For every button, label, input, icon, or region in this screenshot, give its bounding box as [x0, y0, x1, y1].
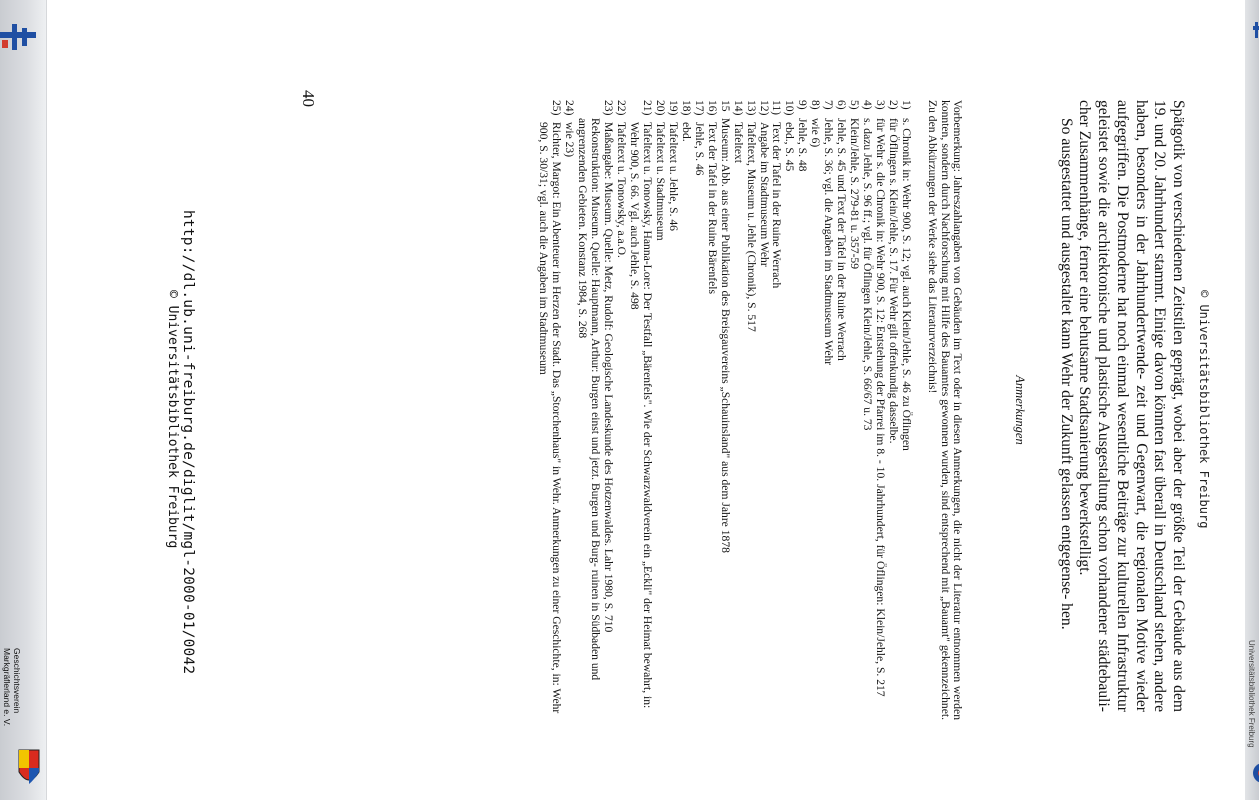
footnote-text: Jehle, S. 45 und Text der Tafel in der Ruine Werrach	[835, 118, 849, 361]
footnote-text: wie 6)	[809, 118, 823, 148]
footnote-number: 2)	[887, 100, 901, 110]
footnote-text: s. dazu Jehle, S. 96 ff.; vgl. für Öflingen Klein/Jehle, S. 66/67 u. 73	[861, 118, 875, 431]
footnote-text: Tafeltext, Museum u. Jehle (Chronik), S. 517	[744, 122, 758, 332]
preliminary-note: Vorbemerkung: Jahreszahlangaben von Gebäuden im Text oder in diesen Anmerkungen, die nicht der Literatur entnommen werden konnten, sondern durch Nachforschung mit Hilfe des Bauamtes gewonnen wurden, sind entsprechend mit „Bauamt" gekennzeichnet. Zu den Abkürzungen der Werke siehe das Literaturverzeichnis!	[926, 100, 964, 720]
footnote-text: Rekonstruktion: Museum. Quelle: Hauptmann, Arthur: Burgen einst und jetzt. Burgen und Burg- ruinen in Südbaden und angrenzenden Gebieten. Konstanz 1984, S. 268	[576, 118, 603, 681]
footnotes-list	[536, 100, 912, 720]
footnote-number: 16)	[705, 100, 719, 116]
footnote-number: 23)	[602, 100, 616, 116]
footnote-text: wie 23)	[563, 122, 577, 158]
footnote-text: Maßangabe: Museum. Quelle: Metz, Rudolf: Geologische Landeskunde des Hotzenwaldes. Lahr 1980, S. 710	[602, 122, 616, 633]
footnote-number: 19)	[666, 100, 680, 116]
footnote-number: 15	[718, 100, 732, 112]
footnote-item	[808, 100, 821, 720]
footnote-item	[666, 100, 679, 720]
footnote-item	[575, 100, 601, 720]
footnote-text: Tafeltext	[731, 122, 745, 164]
footnote-item	[718, 100, 731, 720]
footnote-text: Richter, Margot: Ein Abenteuer im Herzen der Stadt. Das „Storchenhaus" in Wehr. Anmerkungen zu einer Geschichte, in: Wehr 900, S. 30/31; vgl. auch die Angaben im Stadtmuseum	[537, 122, 564, 714]
footnote-item	[536, 100, 562, 720]
footnote-text: Jehle, S. 48	[796, 118, 810, 172]
page-number: 40	[299, 90, 318, 107]
body-text	[1056, 100, 1187, 712]
footnote-text: für Öflingen s. Klein/Jehle, S. 17. Für Wehr gilt offenkundig dasselbe.	[887, 118, 901, 444]
publisher-label-line-2: Markgräflerland e. V.	[2, 648, 12, 727]
publisher-label	[2, 648, 22, 758]
footnote-text: Text der Tafel in der Ruine Bärenfels	[705, 122, 719, 295]
footnote-number: 3)	[874, 100, 888, 110]
footnote-text: für Wehr s. die Chronik in: Wehr 900, S. 12: Entstehung der Pfarrei im 8. - 10. Jahrhundert, für Öflingen: Klein/Jehle, S. 217	[874, 118, 888, 697]
footnote-number: 9)	[796, 100, 810, 110]
footnote-text: Tafeltext u. Tonowsky, a.a.O.	[615, 122, 629, 258]
footnote-text: s. Chronik in: Wehr 900, S. 12; vgl. auch Klein/Jehle, S. 46 zu Öflingen	[900, 118, 913, 451]
footnote-text: Tafeltext u. Tonowsky, Hanna-Lore: Der Testfall „Bärenfels". Wie der Schwarzwaldverein ein „Eckli" der Heimat bewahrt, in: Wehr 900, S. 66. Vgl. auch Jehle, S. 498	[627, 122, 654, 709]
footnote-item	[834, 100, 847, 720]
university-library-logo-icon	[0, 18, 40, 58]
scanned-page	[165, 0, 1211, 800]
footnote-number: 21)	[640, 100, 654, 116]
footnote-number: 6)	[835, 100, 849, 110]
footnote-text: Tafeltext u. Stadtmuseum	[653, 122, 667, 241]
footnote-number: 20)	[653, 100, 667, 116]
footnote-text: Jehle, S. 36; vgl. die Angaben im Stadtmuseum Wehr	[822, 118, 836, 366]
footnote-text: Museum: Abb. aus einer Publikation des Breisgauvereins „Schauinsland" aus dem Jahre 1878	[718, 118, 732, 553]
footnote-number: 10)	[783, 100, 797, 116]
right-seal-icon	[1251, 758, 1259, 788]
footnote-item	[692, 100, 705, 720]
footnote-number: 7)	[822, 100, 836, 110]
footnote-item	[562, 100, 575, 720]
body-paragraph: So ausgestattet und ausgestaltet kann Wehr der Zukunft gelassen entgegense- hen.	[1057, 118, 1075, 630]
footnote-item	[627, 100, 653, 720]
footnote-text: Tafeltext u. Jehle, S. 46	[666, 122, 680, 231]
footnote-item	[770, 100, 783, 720]
footnote-item	[899, 100, 912, 720]
university-library-logo-small-icon	[1247, 22, 1259, 40]
footnote-number: 18)	[679, 100, 693, 116]
footnote-number: 14)	[731, 100, 745, 116]
footnote-item	[653, 100, 666, 720]
footnote-item	[757, 100, 770, 720]
footnote-item	[873, 100, 886, 720]
footnote-item	[601, 100, 614, 720]
footnote-number: 8)	[809, 100, 823, 110]
footnote-item	[679, 100, 692, 720]
publisher-label-line-1: Geschichtsverein	[12, 648, 22, 714]
footnote-text: ebd., S. 45	[783, 122, 797, 172]
footnote-text: Jehle, S. 46	[692, 122, 706, 176]
footnote-item	[821, 100, 834, 720]
footnote-text: ebd.	[679, 122, 693, 142]
footnote-item	[847, 100, 860, 720]
footnote-number: 1)	[900, 100, 913, 110]
footnote-item	[614, 100, 627, 720]
footnote-text: Text der Tafel in der Ruine Werrach	[770, 122, 784, 289]
body-paragraph: Spätgotik von verschiedenen Zeitstilen geprägt, wobei aber der größte Teil der Gebäude aus dem 19. und 20. Jahrhundert stammt. Einige davon könnten fast überall in Deutschland stehen, andere haben, besonders in der Jahrhundertwende- zeit und Gegenwart, die regionalen Motive wieder aufgegriffen. Die Postmoderne hat noch einmal wesentliche Beiträge zur kulturellen Infrastruktur geleistet sowie die architektonische und plastische Ausgestaltung schon vorhandener städtebauli- cher Zusammenhänge, ferner eine behutsame Stadtsanierung bewerkstelligt.	[1076, 100, 1187, 712]
notes-heading: Anmerkungen	[1013, 375, 1027, 445]
footnote-text: Klein/Jehle, S. 279-81 u. 357-59	[848, 118, 862, 270]
footnote-number: 25)	[550, 100, 564, 116]
footnote-item	[782, 100, 795, 720]
footnote-item	[744, 100, 757, 720]
footnote-number: 17)	[692, 100, 706, 116]
footnote-number: 22)	[615, 100, 629, 116]
copyright-notice: © Universitätsbibliothek Freiburg	[165, 290, 180, 549]
footnote-item	[795, 100, 808, 720]
footnote-number: 24)	[563, 100, 577, 116]
footnote-item	[731, 100, 744, 720]
footnote-number: 12)	[757, 100, 771, 116]
footnote-number: 5)	[848, 100, 862, 110]
footnote-text: Angabe im Stadtmuseum Wehr	[757, 122, 771, 267]
footnote-item	[886, 100, 899, 720]
footnote-number: 13)	[744, 100, 758, 116]
document-url[interactable]: http://dl.ub.uni-freiburg.de/diglit/mgl-2000-01/0042	[180, 210, 196, 675]
top-edge-label: © Universitätsbibliothek Freiburg	[1197, 290, 1211, 529]
footnote-item	[860, 100, 873, 720]
footnote-item	[705, 100, 718, 720]
right-edge-label-text: Universitätsbibliothek Freiburg	[1247, 640, 1256, 748]
footnote-number: 4)	[861, 100, 875, 110]
footnote-number: 11)	[770, 100, 784, 116]
